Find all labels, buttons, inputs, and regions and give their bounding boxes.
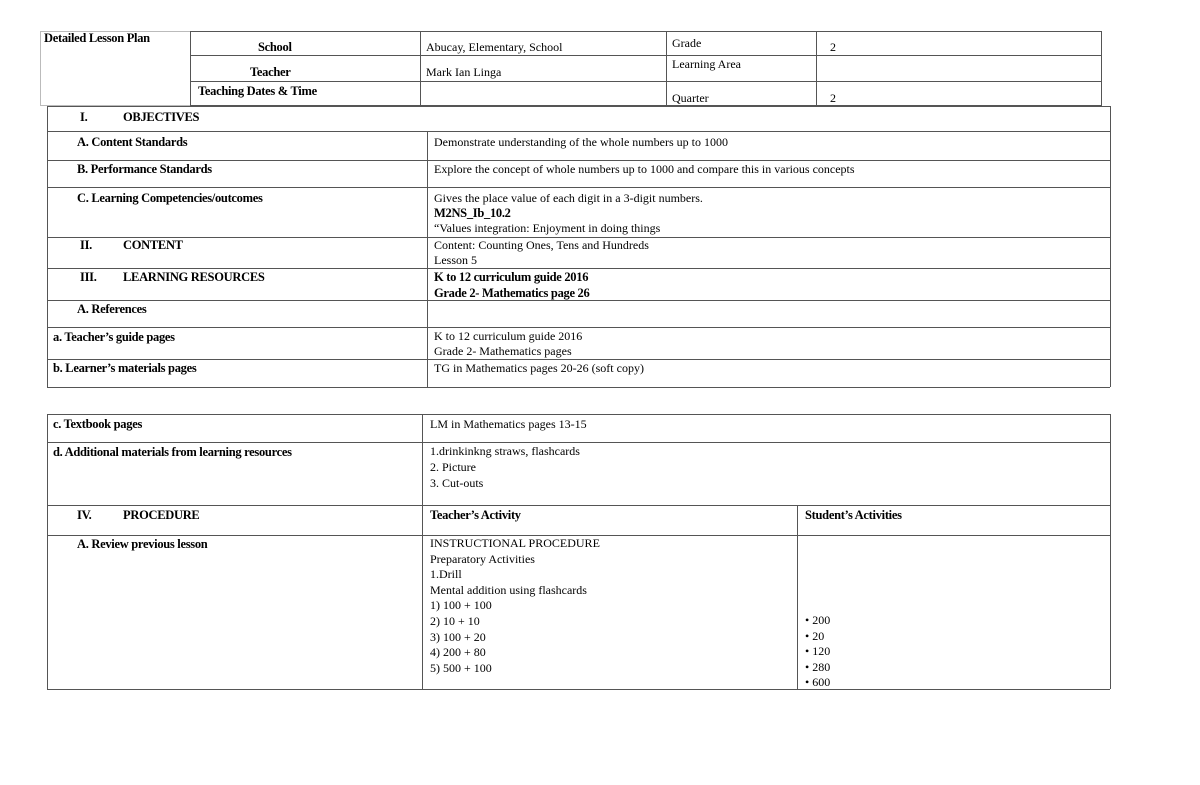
learners-materials-value: TG in Mathematics pages 20-26 (soft copy) — [434, 361, 644, 375]
competencies-label: C. Learning Competencies/outcomes — [77, 191, 263, 205]
teaching-dates-label: Teaching Dates & Time — [198, 84, 317, 98]
teacher-label: Teacher — [250, 65, 291, 79]
objectives-heading: OBJECTIVES — [123, 110, 200, 124]
resources-heading: LEARNING RESOURCES — [123, 270, 265, 284]
student-answer: • 200 — [805, 613, 831, 627]
teacher-line: 4) 200 + 80 — [430, 645, 486, 660]
teachers-guide-value-2: Grade 2- Mathematics pages — [434, 344, 572, 358]
performance-standards-label: B. Performance Standards — [77, 162, 212, 176]
student-answer: • 600 — [805, 675, 831, 689]
procedure-heading: PROCEDURE — [123, 508, 200, 522]
content-heading: CONTENT — [123, 238, 183, 252]
additional-materials-label: d. Additional materials from learning resources — [53, 445, 292, 459]
teacher-line: 1.Drill — [430, 567, 462, 582]
teacher-line: 2) 10 + 10 — [430, 613, 480, 628]
teacher-activity-list — [430, 536, 600, 676]
content-standards-value: Demonstrate understanding of the whole numbers up to 1000 — [434, 135, 728, 149]
teacher-line: 1) 100 + 100 — [430, 598, 492, 613]
learning-area-label: Learning Area — [672, 57, 741, 71]
resources-value-1: K to 12 curriculum guide 2016 — [434, 270, 589, 284]
student-answer: • 20 — [805, 628, 825, 643]
grade-label: Grade — [672, 36, 702, 50]
teacher-line: 5) 500 + 100 — [430, 660, 492, 675]
content-value-2: Lesson 5 — [434, 253, 477, 267]
quarter-label: Quarter — [672, 91, 709, 105]
school-value: Abucay, Elementary, School — [426, 40, 563, 54]
teacher-line: Preparatory Activities — [430, 551, 535, 566]
student-answer: • 120 — [805, 644, 831, 658]
additional-value-1: 1.drinkinkng straws, flashcards — [430, 444, 580, 458]
competency-code: M2NS_Ib_10.2 — [434, 206, 511, 220]
student-answer: • 280 — [805, 659, 831, 674]
objectives-number: I. — [80, 110, 88, 124]
teachers-guide-value-1: K to 12 curriculum guide 2016 — [434, 329, 583, 343]
additional-value-2: 2. Picture — [430, 460, 476, 474]
performance-standards-value: Explore the concept of whole numbers up to 1000 and compare this in various concepts — [434, 162, 855, 176]
teachers-guide-label: a. Teacher’s guide pages — [53, 330, 175, 344]
school-label: School — [258, 40, 292, 54]
content-value-1: Content: Counting Ones, Tens and Hundreds — [434, 238, 649, 252]
student-activity-heading: Student’s Activities — [805, 508, 902, 522]
additional-value-3: 3. Cut-outs — [430, 476, 484, 490]
student-answer-list — [805, 613, 830, 691]
quarter-value: 2 — [830, 91, 836, 105]
procedure-number: IV. — [77, 508, 92, 522]
values-integration: “Values integration: Enjoyment in doing things — [434, 221, 661, 235]
teacher-line: 3) 100 + 20 — [430, 629, 486, 644]
teacher-line: INSTRUCTIONAL PROCEDURE — [430, 536, 600, 550]
review-label: A. Review previous lesson — [77, 537, 208, 551]
teacher-line: Mental addition using flashcards — [430, 582, 587, 597]
content-number: II. — [80, 238, 92, 252]
textbook-label: c. Textbook pages — [53, 417, 143, 431]
references-label: A. References — [77, 302, 147, 316]
resources-value-2: Grade 2- Mathematics page 26 — [434, 286, 590, 300]
teacher-activity-heading: Teacher’s Activity — [430, 508, 521, 522]
content-standards-label: A. Content Standards — [77, 135, 188, 149]
grade-value: 2 — [830, 40, 836, 54]
learners-materials-label: b. Learner’s materials pages — [53, 361, 197, 375]
lesson-plan-title: Detailed Lesson Plan — [44, 31, 150, 45]
resources-number: III. — [80, 270, 97, 284]
competencies-line1: Gives the place value of each digit in a 3-digit numbers. — [434, 191, 703, 205]
teacher-value: Mark Ian Linga — [426, 65, 502, 79]
textbook-value: LM in Mathematics pages 13-15 — [430, 417, 587, 431]
